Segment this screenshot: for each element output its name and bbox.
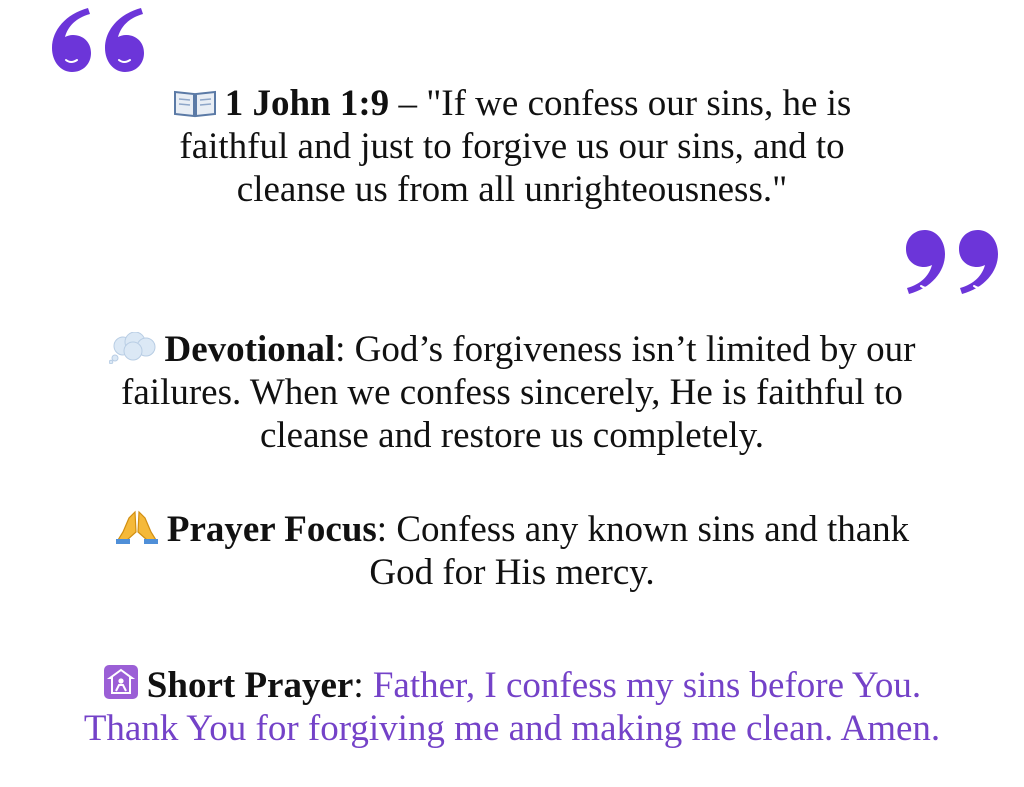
thought-bubble-icon (109, 332, 157, 364)
devotional-line-3: cleanse and restore us completely. (259, 415, 765, 456)
short-prayer-line-1 (6, 664, 1018, 707)
place-of-worship-icon (103, 664, 139, 700)
prayer-focus-line-1 (40, 508, 984, 551)
devotional-line-1 (30, 328, 994, 371)
verse-reference: 1 John 1:9 (224, 83, 390, 124)
verse-text-1: "If we confess our sins, he is (426, 83, 852, 124)
devotional-block (0, 328, 1024, 457)
short-prayer-sep: : (353, 665, 373, 706)
short-prayer-line-2: Thank You for forgiving me and making me clean. Amen. (83, 708, 941, 749)
devotional-sep: : (335, 329, 355, 370)
praying-hands-icon (115, 510, 159, 544)
prayer-focus-block (0, 508, 1024, 594)
short-prayer-label: Short Prayer (146, 665, 354, 706)
devotional-text-1: God’s forgiveness isn’t limited by our (354, 329, 916, 370)
open-book-icon (173, 88, 217, 118)
verse-block (0, 82, 1024, 211)
prayer-focus-label: Prayer Focus (166, 509, 377, 550)
verse-line-2: faithful and just to forgive us our sins, and to (179, 126, 845, 167)
prayer-focus-sep: : (376, 509, 397, 550)
prayer-focus-text-1: Confess any known sins and thank (396, 509, 910, 550)
verse-line-3: cleanse us from all unrighteousness." (236, 169, 788, 210)
devotional-label: Devotional (164, 329, 336, 370)
prayer-focus-line-2: God for His mercy. (369, 552, 655, 593)
short-prayer-text-1: Father, I confess my sins before You. (372, 665, 922, 706)
devotional-line-2: failures. When we confess sincerely, He is faithful to (121, 372, 903, 413)
short-prayer-block (0, 664, 1024, 750)
close-quote-icon (906, 228, 1002, 300)
verse-line-1 (60, 82, 964, 125)
open-quote-icon (48, 2, 144, 74)
verse-dash: – (389, 83, 427, 124)
